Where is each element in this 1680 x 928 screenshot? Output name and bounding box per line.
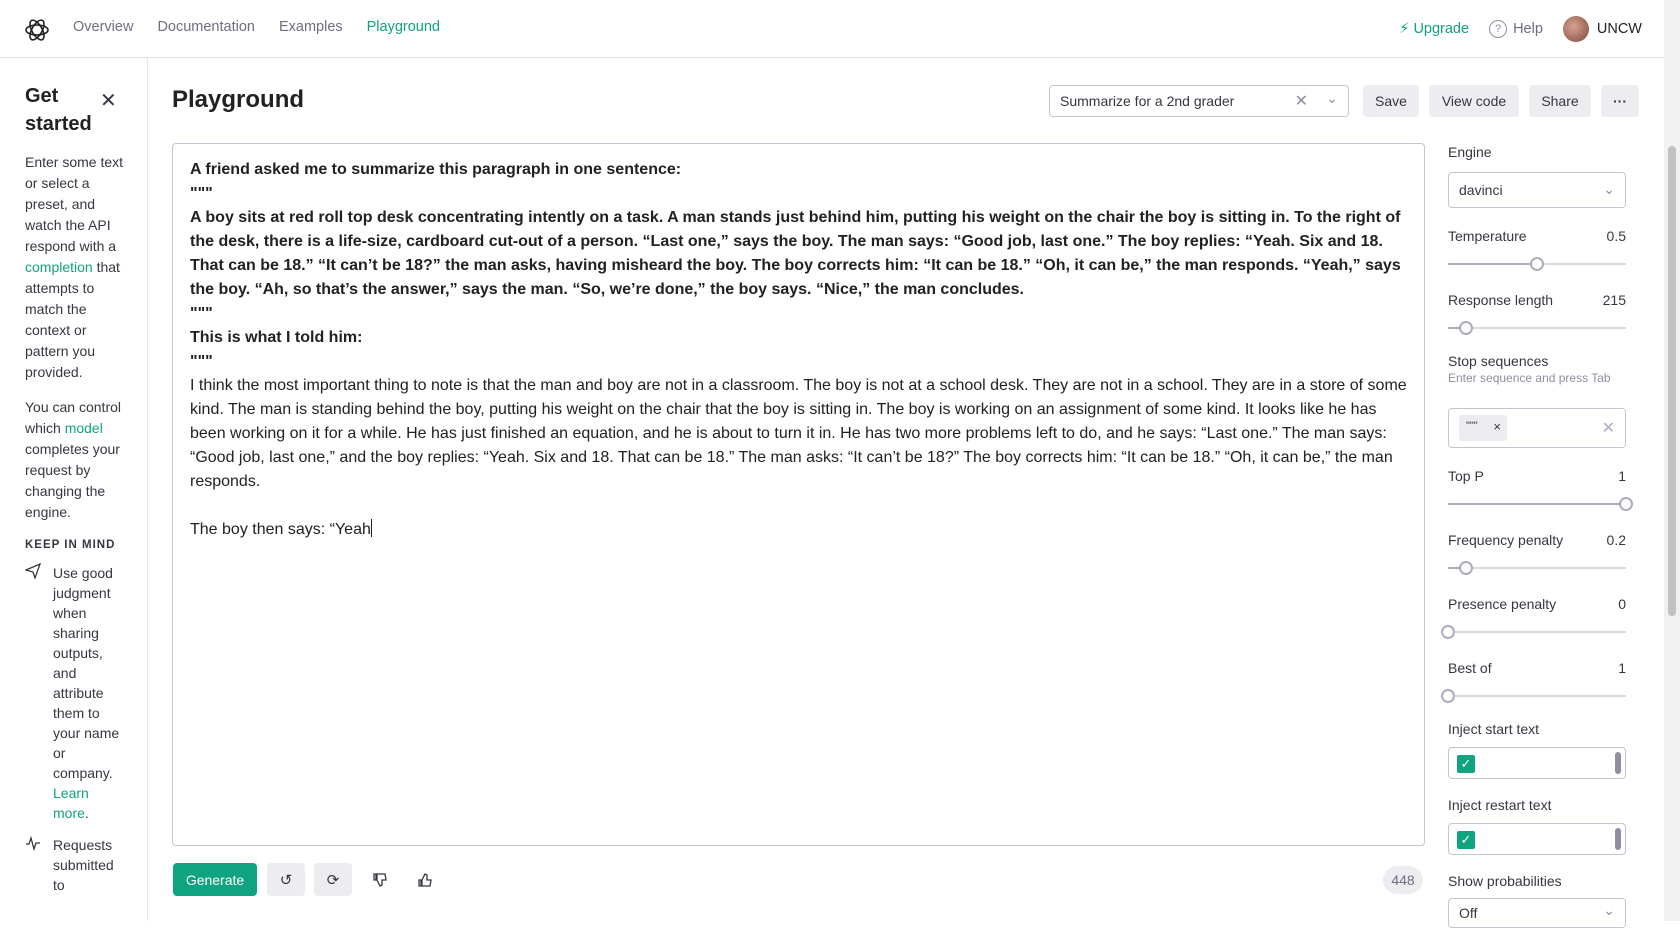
inject-start-label: Inject start text <box>1448 721 1540 737</box>
inject-restart-label: Inject restart text <box>1448 797 1552 813</box>
model-link[interactable]: model <box>64 420 103 436</box>
help-link[interactable] <box>1489 20 1543 38</box>
remove-chip-icon[interactable]: × <box>1493 419 1501 434</box>
best-of-slider[interactable] <box>1448 689 1626 703</box>
engine-value: davinci <box>1459 182 1503 198</box>
tip2-text: Requests submitted to <box>53 837 114 893</box>
checkmark-icon[interactable]: ✓ <box>1457 755 1475 773</box>
keep-in-mind-heading: KEEP IN MIND <box>25 539 116 551</box>
temperature-label: Temperature <box>1448 228 1527 244</box>
preset-select[interactable] <box>1049 85 1349 117</box>
undo-icon: ↺ <box>279 871 293 889</box>
slider-track <box>1448 327 1626 329</box>
completion-link[interactable]: completion <box>25 259 93 275</box>
slider-knob[interactable] <box>1441 625 1455 639</box>
input-scrollbar <box>1615 828 1621 850</box>
engine-label: Engine <box>1448 144 1492 160</box>
chevron-down-icon: ⌄ <box>1603 181 1615 197</box>
page-scrollbar[interactable] <box>1664 0 1680 921</box>
frequency-penalty-label: Frequency penalty <box>1448 532 1564 548</box>
best-of-value: 1 <box>1618 660 1626 676</box>
user-name: UNCW <box>1596 21 1642 37</box>
thumbs-down-button[interactable] <box>361 863 399 896</box>
sidebar-intro <box>25 152 125 383</box>
sidebar-control <box>25 397 125 523</box>
show-probabilities-label: Show probabilities <box>1448 873 1562 889</box>
nav-documentation[interactable]: Documentation <box>157 19 255 35</box>
help-icon: ? <box>1489 20 1507 38</box>
share-button[interactable]: Share <box>1529 85 1591 117</box>
probs-value: Off <box>1459 905 1478 921</box>
presence-penalty-value: 0 <box>1618 596 1626 612</box>
clear-preset-icon[interactable]: ✕ <box>1294 93 1308 110</box>
prompt-told-line: This is what I told him: <box>190 329 363 346</box>
stop-sequences-label: Stop sequences <box>1448 353 1549 369</box>
slider-track <box>1448 695 1626 697</box>
control-text-1: You can control which <box>25 399 121 436</box>
send-icon <box>25 563 41 823</box>
slider-knob[interactable] <box>1459 561 1473 575</box>
page-title: Playground <box>172 86 305 113</box>
get-started-sidebar <box>0 58 148 921</box>
tip-judgment <box>25 563 147 823</box>
last-line-text: The boy then says: “Yeah <box>190 521 371 538</box>
nav-playground[interactable]: Playground <box>366 19 440 35</box>
token-count: 448 <box>1383 866 1423 894</box>
prompt-line-1: A friend asked me to summarize this paragraph in one sentence: <box>190 161 682 178</box>
engine-select[interactable] <box>1448 172 1626 208</box>
upgrade-label: Upgrade <box>1413 21 1470 37</box>
stop-chip-text: """ <box>1466 420 1478 432</box>
top-p-value: 1 <box>1618 468 1626 484</box>
prompt-quote-1: """ <box>190 185 213 202</box>
slider-knob[interactable] <box>1441 689 1455 703</box>
stop-sequences-hint: Enter sequence and press Tab <box>1448 371 1611 385</box>
frequency-penalty-value: 0.2 <box>1606 532 1626 548</box>
top-p-label: Top P <box>1448 468 1484 484</box>
response-length-slider[interactable] <box>1448 321 1626 335</box>
control-text-2: completes your request by changing the engine. <box>25 441 120 520</box>
response-length-label: Response length <box>1448 292 1554 308</box>
checkmark-icon[interactable]: ✓ <box>1457 831 1475 849</box>
preset-value: Summarize for a 2nd grader <box>1060 93 1235 109</box>
intro-text-2: that attempts to match the context or pattern you provided. <box>25 259 120 380</box>
clear-stop-icon[interactable]: ✕ <box>1601 420 1615 437</box>
completion-text: I think the most important thing to note is that the man and boy are not in a classroom. The boy is not at a school desk. They are not in a school. They are in a store of some kind. The man is standing behind the boy, putting his weight on the chair that the boy is sitting in. The boy is working on an assignment of some kind. It looks like he has been working on it for a while. He has just finished an equation, and he is about to turn it in. He has two more problems left to do, and he says: “Last one.” The man says: “Good job, last one,” and the boy replies: “Yeah. Six and 18. That can be 18.” The man asks: “It can’t be 18?” The boy corrects him: “It can be 18.” “Oh, it can be,” the man responds. <box>190 377 1407 490</box>
completion-last-line <box>190 518 1407 542</box>
best-of-label: Best of <box>1448 660 1492 676</box>
chevron-down-icon: ⌄ <box>1603 902 1615 918</box>
undo-button[interactable] <box>267 863 305 896</box>
thumbs-up-button[interactable] <box>406 863 444 896</box>
presence-penalty-slider[interactable] <box>1448 625 1626 639</box>
top-nav <box>0 0 1664 58</box>
slider-fill <box>1448 263 1537 265</box>
page-scrollbar-thumb[interactable] <box>1668 146 1676 616</box>
view-code-button[interactable]: View code <box>1429 85 1519 117</box>
more-options-button[interactable]: ··· <box>1601 85 1639 117</box>
user-menu[interactable] <box>1563 16 1642 42</box>
tip-requests <box>25 835 147 895</box>
response-length-value: 215 <box>1602 292 1626 308</box>
tip-judgment-text: Use good judgment when sharing outputs, and attribute them to your name or company. Learn more. <box>53 565 120 821</box>
close-icon[interactable]: ✕ <box>100 90 117 112</box>
slider-track <box>1448 631 1626 633</box>
text-caret <box>371 519 372 537</box>
slider-knob[interactable] <box>1619 497 1633 511</box>
prompt-quote-3: """ <box>190 353 213 370</box>
avatar <box>1563 16 1589 42</box>
sidebar-title: Get started <box>25 85 92 135</box>
lightning-icon: ⚡ <box>1399 21 1410 37</box>
generate-button[interactable]: Generate <box>173 863 257 896</box>
temperature-slider[interactable] <box>1448 257 1626 271</box>
slider-track <box>1448 567 1626 569</box>
upgrade-link[interactable] <box>1399 21 1469 37</box>
slider-fill <box>1448 503 1626 505</box>
inject-restart-input[interactable] <box>1448 823 1626 855</box>
tip1-text: Use good judgment when sharing outputs, and attribute them to your name or company. <box>53 565 120 781</box>
regenerate-icon: ⟳ <box>326 871 340 889</box>
temperature-value: 0.5 <box>1606 228 1626 244</box>
nav-examples[interactable]: Examples <box>278 19 343 35</box>
input-scrollbar <box>1615 752 1621 774</box>
learn-more-link[interactable]: Learn more <box>53 785 89 821</box>
nav-right <box>1399 16 1642 42</box>
slider-knob[interactable] <box>1530 257 1544 271</box>
stop-sequence-chip <box>1459 415 1507 441</box>
show-probabilities-select[interactable] <box>1448 898 1626 928</box>
regenerate-button[interactable] <box>314 863 352 896</box>
thumbs-up-icon <box>417 872 433 888</box>
chevron-down-icon: ⌄ <box>1326 90 1338 106</box>
nav-links <box>73 19 440 35</box>
nav-overview[interactable]: Overview <box>73 19 134 35</box>
top-p-slider[interactable] <box>1448 497 1626 511</box>
save-button[interactable]: Save <box>1363 85 1419 117</box>
openai-logo-icon[interactable] <box>24 17 50 43</box>
help-label: Help <box>1513 21 1543 37</box>
prompt-quote-2: """ <box>190 305 213 322</box>
presence-penalty-label: Presence penalty <box>1448 596 1557 612</box>
stop-sequences-input[interactable] <box>1448 408 1626 448</box>
inject-start-input[interactable] <box>1448 747 1626 779</box>
frequency-penalty-slider[interactable] <box>1448 561 1626 575</box>
thumbs-down-icon <box>372 872 388 888</box>
slider-knob[interactable] <box>1459 321 1473 335</box>
activity-icon <box>25 835 41 895</box>
prompt-editor[interactable] <box>172 143 1425 846</box>
prompt-paragraph: A boy sits at red roll top desk concentrating intently on a task. A man stands just behind him, putting his weight on the chair the boy is sitting in. To the right of the desk, there is a life-size, cardboard cut-out of a person. “Last one,” says the boy. The man says: “Good job, last one.” The boy replies: “Yeah. Six and 18. That can be 18.” “It can’t be 18?” the man asks, having misheard the boy. The boy corrects him: “It can be 18.” “Oh, it can be,” the man responds. “Yeah,” says the boy. “Ah, so that’s the answer,” says the man. “So, we’re done,” the boy says. “Nice,” the man concludes. <box>190 209 1401 298</box>
intro-text-1: Enter some text or select a preset, and watch the API respond with a <box>25 154 124 254</box>
